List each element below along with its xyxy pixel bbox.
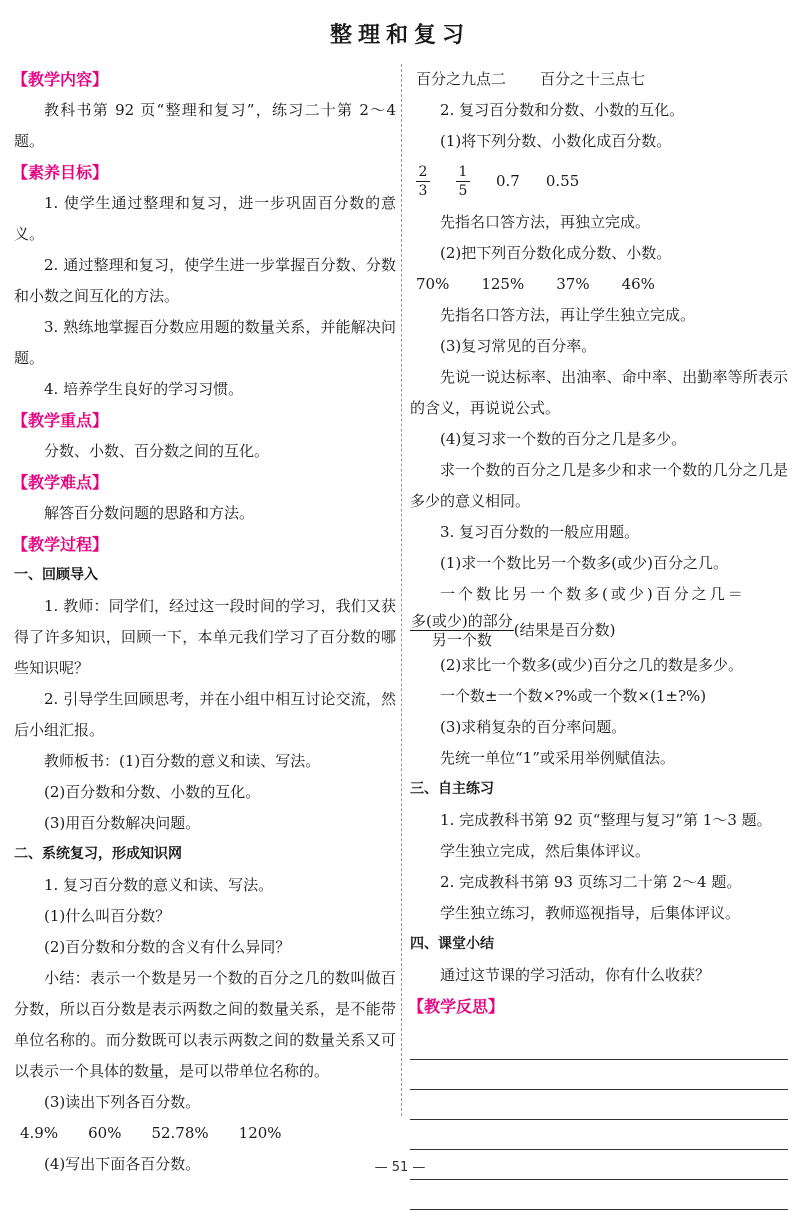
formula-text: 一个数±一个数×?%或一个数×(1±?%)	[440, 687, 707, 705]
paragraph: 2. 复习百分数和分数、小数的互化。	[440, 101, 685, 119]
fraction-decimal-row	[410, 159, 788, 203]
paragraph: 3. 复习百分数的一般应用题。	[440, 523, 640, 541]
paragraph: (2)百分数和分数的含义有什么异同？	[44, 938, 291, 956]
percent-value: 37%	[556, 275, 590, 293]
formula-note: (结果是百分数)	[513, 620, 616, 639]
write-values-row	[410, 64, 788, 95]
goal-1: 1. 使学生通过整理和复习，进一步巩固百分数的意义。	[14, 194, 396, 243]
paragraph: 1. 完成教科书第 92 页“整理与复习”第 1～3 题。	[440, 811, 772, 829]
difficulties-text: 解答百分数问题的思路和方法。	[44, 504, 255, 522]
section-tag-content: 【教学内容】	[12, 70, 109, 89]
percent-value: 52.78%	[151, 1124, 209, 1142]
formula-lead: 一个数比另一个数多(或少)百分之几＝	[440, 585, 746, 603]
writing-line	[410, 1030, 788, 1060]
section-tag-key-points: 【教学重点】	[12, 411, 109, 430]
left-column	[14, 64, 396, 1180]
fraction-numerator: 1	[458, 163, 468, 180]
writing-line	[410, 1120, 788, 1150]
section-tag-process: 【教学过程】	[12, 535, 109, 554]
percent-value: 70%	[416, 275, 450, 293]
paragraph: 学生独立完成，然后集体评议。	[440, 842, 651, 860]
writing-line	[410, 1060, 788, 1090]
heading-systematic-review: 二、系统复习，形成知识网	[14, 846, 182, 862]
paragraph: 通过这节课的学习活动，你有什么收获？	[440, 966, 711, 984]
paragraph: 先指名口答方法，再让学生独立完成。	[440, 306, 696, 324]
heading-self-practice: 三、自主练习	[410, 781, 494, 797]
decimal-value: 0.55	[545, 171, 580, 190]
percents-row	[410, 269, 788, 300]
goal-2: 2. 通过整理和复习，使学生进一步掌握百分数、分数和小数之间互化的方法。	[14, 256, 396, 305]
paragraph: 教师板书：(1)百分数的意义和读、写法。	[44, 752, 321, 770]
fraction	[416, 163, 430, 200]
right-column	[410, 64, 788, 1210]
paragraph: (2)求比一个数多(或少)百分之几的数是多少。	[440, 656, 743, 674]
paragraph: (1)求一个数比另一个数多(或少)百分之几。	[440, 554, 728, 572]
paragraph: (3)用百分数解决问题。	[44, 814, 201, 832]
reflection-lines	[410, 1030, 788, 1210]
formula-fraction	[410, 612, 514, 649]
read-values-row	[14, 1118, 396, 1149]
fraction-numerator: 2	[418, 163, 428, 180]
percent-words: 百分之九点二	[416, 70, 507, 88]
paragraph: (1)将下列分数、小数化成百分数。	[440, 132, 672, 150]
column-divider	[401, 64, 402, 1116]
paragraph: (1)什么叫百分数？	[44, 907, 171, 925]
paragraph: 学生独立练习，教师巡视指导，后集体评议。	[440, 904, 741, 922]
fraction-denominator: 3	[418, 182, 428, 199]
content-text: 教科书第 92 页“整理和复习”，练习二十第 2～4 题。	[14, 101, 396, 150]
paragraph: (4)写出下面各百分数。	[44, 1155, 201, 1173]
percent-value: 4.9%	[20, 1124, 59, 1142]
section-tag-difficulties: 【教学难点】	[12, 473, 109, 492]
paragraph: 2. 引导学生回顾思考，并在小组中相互讨论交流，然后小组汇报。	[14, 690, 396, 739]
fraction-denominator: 5	[458, 182, 468, 199]
percent-words: 百分之十三点七	[540, 70, 646, 88]
percent-value: 125%	[481, 275, 525, 293]
formula-denominator: 另一个数	[431, 630, 492, 649]
key-points-text: 分数、小数、百分数之间的互化。	[44, 442, 270, 460]
decimal-value: 0.7	[496, 171, 520, 190]
summary-paragraph: 小结：表示一个数是另一个数的百分之几的数叫做百分数，所以百分数是表示两数之间的数量关系，是不能带单位名称的。而分数既可以表示两数之间的数量关系又可以表示一个具体的数量，是可以带单位名称的。	[14, 969, 396, 1080]
page-title: 整理和复习	[329, 23, 470, 48]
paragraph: 先说一说达标率、出油率、命中率、出勤率等所表示的含义，再说说公式。	[410, 368, 788, 417]
heading-review-intro: 一、回顾导入	[14, 567, 98, 583]
formula-numerator: 多(或少)的部分	[411, 611, 513, 630]
paragraph: (3)求稍复杂的百分率问题。	[440, 718, 627, 736]
formula	[410, 610, 788, 650]
percent-value: 120%	[238, 1124, 282, 1142]
section-tag-reflection: 【教学反思】	[408, 997, 505, 1016]
paragraph: (4)复习求一个数的百分之几是多少。	[440, 430, 687, 448]
paragraph: 先统一单位“1”或采用举例赋值法。	[440, 749, 675, 767]
paragraph: 先指名口答方法，再独立完成。	[440, 213, 651, 231]
paragraph: (3)复习常见的百分率。	[440, 337, 597, 355]
page-number: — 51 —	[374, 1160, 426, 1175]
heading-summary: 四、课堂小结	[410, 936, 494, 952]
writing-line	[410, 1090, 788, 1120]
paragraph: (2)百分数和分数、小数的互化。	[44, 783, 261, 801]
writing-line	[410, 1180, 788, 1210]
goal-3: 3. 熟练地掌握百分数应用题的数量关系，并能解决问题。	[14, 318, 396, 367]
goal-4: 4. 培养学生良好的学习习惯。	[44, 380, 244, 398]
percent-value: 60%	[88, 1124, 122, 1142]
paragraph: (3)读出下列各百分数。	[44, 1093, 201, 1111]
fraction	[456, 163, 470, 200]
section-tag-goals: 【素养目标】	[12, 163, 109, 182]
paragraph: 1. 教师：同学们，经过这一段时间的学习，我们又获得了许多知识，回顾一下，本单元我们学习了百分数的哪些知识呢？	[14, 597, 396, 677]
paragraph: 求一个数的百分之几是多少和求一个数的几分之几是多少的意义相同。	[410, 461, 788, 510]
paragraph: (2)把下列百分数化成分数、小数。	[440, 244, 672, 262]
paragraph: 1. 复习百分数的意义和读、写法。	[44, 876, 274, 894]
paragraph: 2. 完成教科书第 93 页练习二十第 2～4 题。	[440, 873, 742, 891]
percent-value: 46%	[621, 275, 655, 293]
